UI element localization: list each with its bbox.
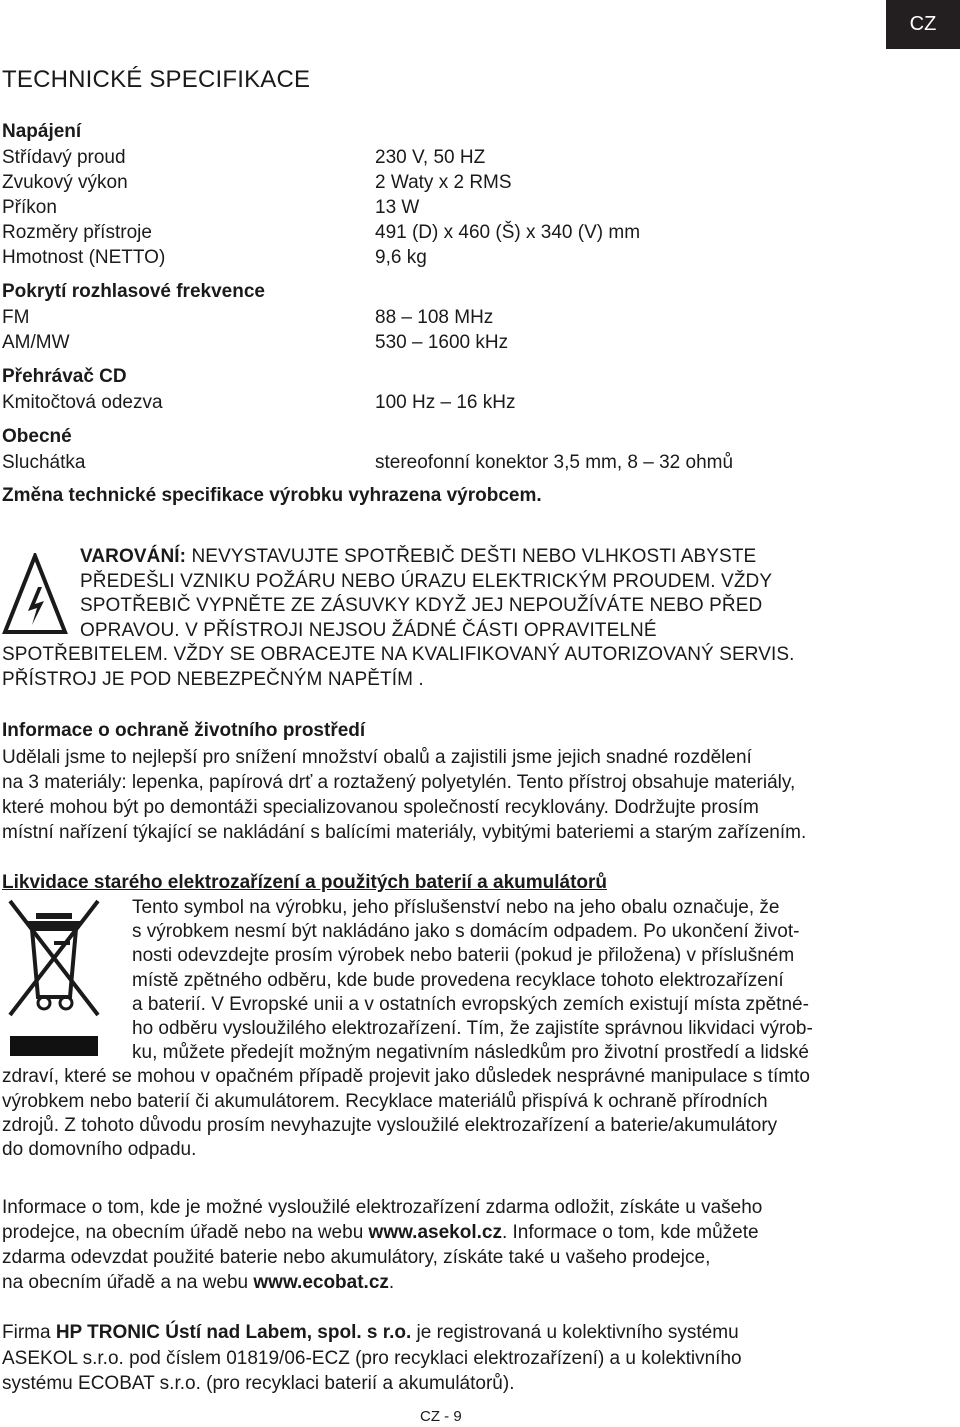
warning-line: PŘEDEŠLI VZNIKU POŽÁRU NEBO ÚRAZU ELEKTRICKÝM PROUDEM. VŽDY <box>80 570 773 592</box>
spec-value: 491 (D) x 460 (Š) x 340 (V) mm <box>375 222 641 243</box>
warning-line: PŘÍSTROJ JE POD NEBEZPEČNÝM NAPĚTÍM . <box>2 668 424 690</box>
warning-line: SPOTŘEBIČ VYPNĚTE ZE ZÁSUVKY KDYŽ JEJ NEPOUŽÍVÁTE NEBO PŘED <box>80 595 763 617</box>
spec-row <box>0 245 900 270</box>
spec-value: 88 – 108 MHz <box>375 307 494 328</box>
company-name: HP TRONIC Ústí nad Labem, spol. s r.o. <box>55 1322 412 1343</box>
disposal-title: Likvidace starého elektrozařízení a použitých baterií a akumulátorů <box>2 872 608 893</box>
spec-row <box>0 450 900 475</box>
language-tab: CZ <box>886 0 960 49</box>
spec-row <box>0 390 900 415</box>
firm-registration: Firma HP TRONIC Ústí nad Labem, spol. s r.o. je registrovaná u kolektivního systému ASEKOL s.r.o. pod číslem 01819/06-ECZ (pro recyklaci elektrozařízení) a u kolektivního systému ECOBAT s.r.o. (pro recyklaci baterií a akumulátorů). <box>2 1322 742 1394</box>
page-title: TECHNICKÉ SPECIFIKACE <box>2 66 311 93</box>
warning-line: VAROVÁNÍ: NEVYSTAVUJTE SPOTŘEBIČ DEŠTI NEBO VLHKOSTI ABYSTE <box>80 546 757 567</box>
warning-prefix: VAROVÁNÍ: <box>80 546 187 567</box>
environment-title: Informace o ochraně životního prostředí <box>2 720 366 741</box>
spec-row <box>0 170 900 195</box>
disposal-text: Tento symbol na výrobku, jeho příslušenství nebo na jeho obalu označuje, že s výrobkem nesmí být nakládáno jako s domácím odpadem. Po ukončení život- nosti odevzdejte prosím výrobek nebo baterii (pokud je přiložena) v příslušném místě zpětného odběru, kde bude provedena recyklace tohoto elektrozařízení a baterií. V Evropské unii a v ostatních evropských zemích existují místa zpětné- ho odběru vysloužilého elektrozařízení. Tím, že zajistíte správnou likvidaci výrob- ku, můžete předejít možným negativním následkům pro životní prostředí a lidské zdraví, které se mohou v opačném případě projevit jako důsledek nesprávné manipulace s tímto výrobkem nebo baterií či akumulátorem. Recyklace materiálů přispívá k ochraně přírodních zdrojů. Z tohoto důvodu prosím nevyhazujte vysloužilé elektrozařízení a baterie/akumulátory do domovního odpadu. <box>2 897 813 1161</box>
ecobat-link[interactable]: www.ecobat.cz <box>253 1272 389 1293</box>
spec-label: Zvukový výkon <box>2 172 128 193</box>
spec-group-title-cd: Přehrávač CD <box>2 366 127 387</box>
collection-info: Informace o tom, kde je možné vysloužilé elektrozařízení zdarma odložit, získáte u vašeho prodejce, na obecním úřadě nebo na webu www.asekol.cz. Informace o tom, kde můžete zdarma odevzdat použité baterie nebo akumulátory, získáte také u vašeho prodejce, na obecním úřadě a na webu www.ecobat.cz. <box>2 1197 763 1293</box>
spec-value: 2 Waty x 2 RMS <box>375 172 512 193</box>
spec-value: 9,6 kg <box>375 247 427 268</box>
spec-label: Střídavý proud <box>2 147 126 168</box>
spec-value: 100 Hz – 16 kHz <box>375 392 516 413</box>
spec-label: FM <box>2 307 30 328</box>
spec-label: Příkon <box>2 197 57 218</box>
spec-label: Hmotnost (NETTO) <box>2 247 166 268</box>
spec-group-title-power: Napájení <box>2 121 82 142</box>
page-number: CZ - 9 <box>420 1408 462 1425</box>
warning-line: SPOTŘEBITELEM. VŽDY SE OBRACEJTE NA KVALIFIKOVANÝ AUTORIZOVANÝ SERVIS. <box>2 644 795 666</box>
spec-row <box>0 145 900 170</box>
environment-text: Udělali jsme to nejlepší pro snížení množství obalů a zajistili jsme jejich snadné rozdělení na 3 materiály: lepenka, papírová drť a roztažený polyetylén. Tento přístroj obsahuje materiály, které mohou být po demontáži specializovanou společností recyklovány. Dodržujte prosím místní nařízení týkající se nakládání s balícími materiály, vybitými bateriemi a starým zařízením. <box>2 747 807 843</box>
spec-table <box>0 119 900 475</box>
spec-value: stereofonní konektor 3,5 mm, 8 – 32 ohmů <box>375 452 734 473</box>
spec-group-title-general: Obecné <box>2 426 72 447</box>
spec-value: 230 V, 50 HZ <box>375 147 486 168</box>
spec-value: 13 W <box>375 197 420 218</box>
asekol-link[interactable]: www.asekol.cz <box>368 1222 502 1243</box>
spec-row <box>0 330 900 355</box>
spec-row <box>0 220 900 245</box>
spec-group-title-radio: Pokrytí rozhlasové frekvence <box>2 281 265 302</box>
spec-change-note: Změna technické specifikace výrobku vyhrazena výrobcem. <box>2 485 542 506</box>
warning-line: OPRAVOU. V PŘÍSTROJI NEJSOU ŽÁDNÉ ČÁSTI OPRAVITELNÉ <box>80 619 657 641</box>
spec-label: Kmitočtová odezva <box>2 392 163 413</box>
spec-value: 530 – 1600 kHz <box>375 332 509 353</box>
spec-label: Rozměry přístroje <box>2 222 152 243</box>
warning-block <box>2 545 902 693</box>
spec-label: Sluchátka <box>2 452 86 473</box>
spec-label: AM/MW <box>2 332 70 353</box>
spec-row <box>0 195 900 220</box>
spec-row <box>0 305 900 330</box>
